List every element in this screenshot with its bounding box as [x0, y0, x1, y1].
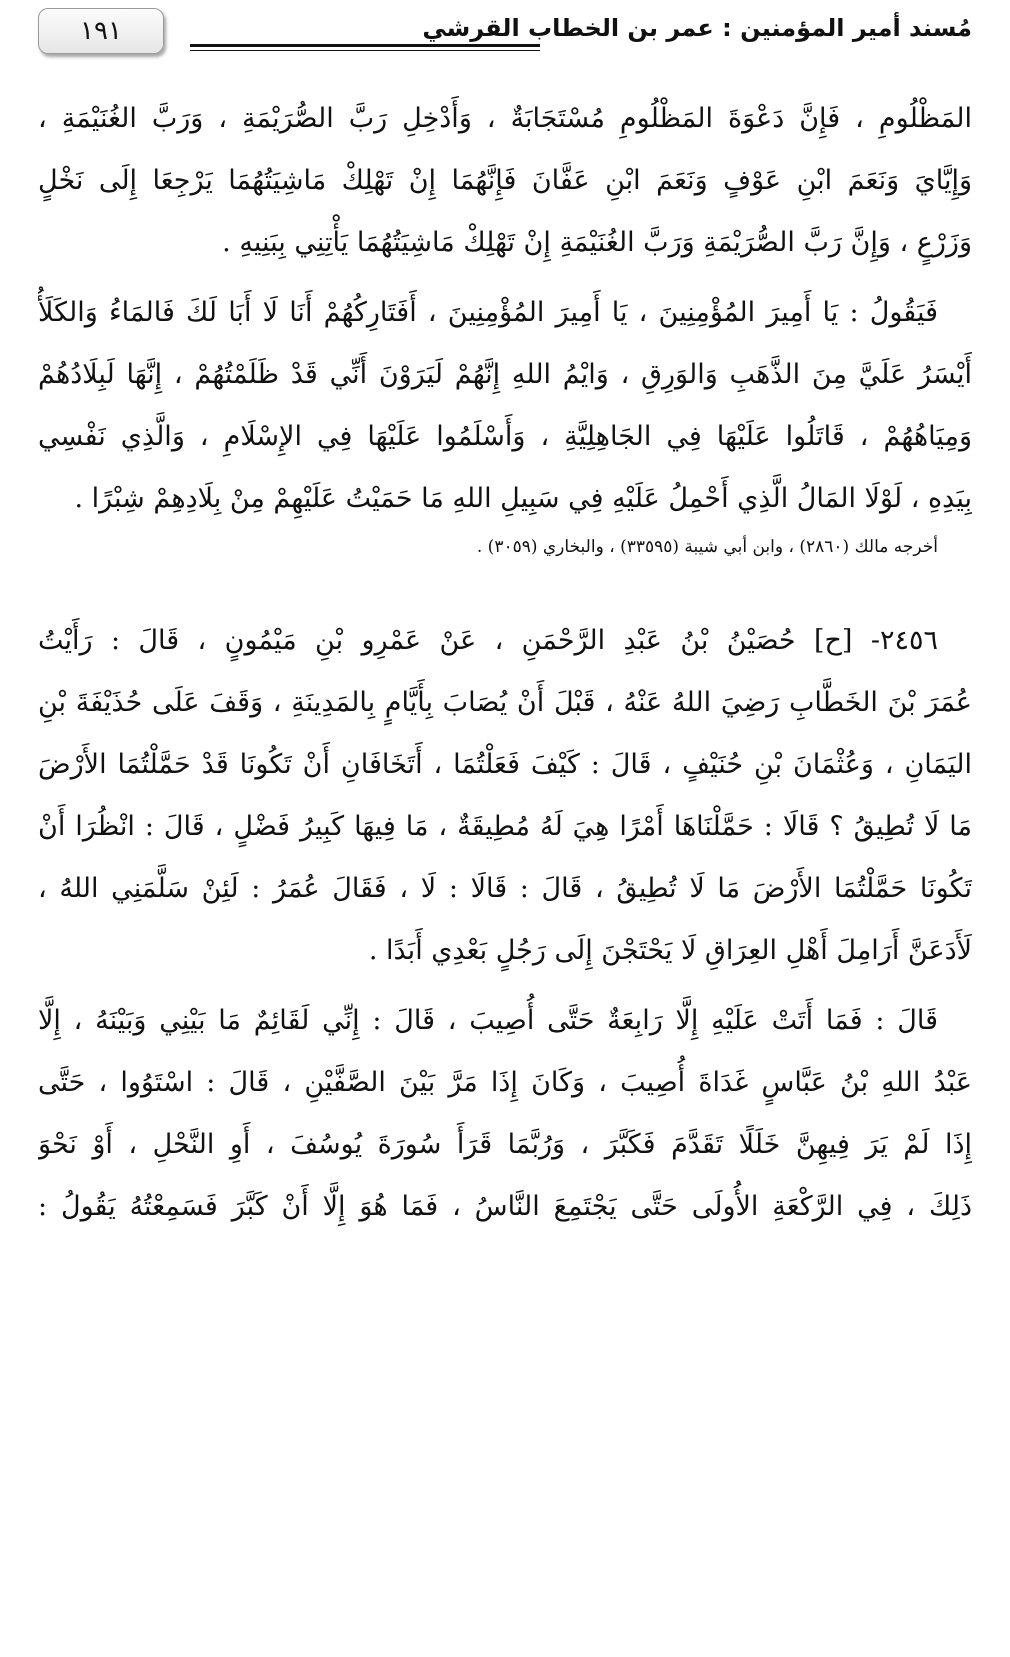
text-line: ٢٤٥٦- [ح] حُصَيْنُ بْنُ عَبْدِ الرَّحْمَنِ ، عَنْ عَمْرِو بْنِ مَيْمُونٍ ، قَالَ : رَأَيْتُ	[38, 625, 938, 656]
text-line: فَيَقُولُ : يَا أَمِيرَ المُؤْمِنِينَ ، يَا أَمِيرَ المُؤْمِنِينَ ، أَفَتَارِكُهُمْ أَنَا لَا أَبَا لَكَ فَالمَاءُ وَالكَلَأُ	[38, 297, 938, 328]
text-line: وَإِيَّايَ وَنَعَمَ ابْنِ عَوْفٍ وَنَعَمَ ابْنِ عَفَّانَ فَإِنَّهُمَا إِنْ تَهْلِكْ مَاشِيَتُهُمَا يَرْجِعَا إِلَى نَخْلٍ	[38, 165, 972, 196]
text-line: قَالَ : فَمَا أَتَتْ عَلَيْهِ إِلَّا رَابِعَةٌ حَتَّى أُصِيبَ ، قَالَ : إِنِّي لَقَائِمٌ مَا بَيْنِي وَبَيْنَهُ ، إِلَّا	[38, 1005, 938, 1036]
text-line: وَزَرْعٍ ، وَإِنَّ رَبَّ الصُّرَيْمَةِ وَرَبَّ الغُنَيْمَةِ إِنْ تَهْلِكْ مَاشِيَتُهُمَا يَأْتِنِي بِبَنِيهِ .	[222, 227, 972, 258]
text-line: تَكُونَا حَمَّلْتُمَا الأَرْضَ مَا لَا تُطِيقُ ، قَالَ : قَالَا : لَا ، فَقَالَ عُمَرُ : لَئِنْ سَلَّمَنِي اللهُ ،	[38, 873, 972, 904]
text-line: اليَمَانِ ، وَعُثْمَانَ بْنِ حُنَيْفٍ ، قَالَ : كَيْفَ فَعَلْتُمَا ، أَتَخَافَانِ أَنْ تَكُونَا قَدْ حَمَّلْتُمَا الأَرْضَ	[38, 749, 972, 780]
paragraph-1	[38, 88, 972, 274]
hadith-2456	[38, 610, 972, 982]
text-line: بِيَدِهِ ، لَوْلَا المَالُ الَّذِي أَحْمِلُ عَلَيْهِ فِي سَبِيلِ اللهِ مَا حَمَيْتُ عَلَيْهِمْ مِنْ بِلَادِهِمْ شِبْرًا .	[74, 483, 972, 514]
page-body	[38, 88, 972, 1238]
page-number: ١٩١	[38, 8, 164, 54]
text-line: عُمَرَ بْنَ الخَطَّابِ رَضِيَ اللهُ عَنْهُ ، قَبْلَ أَنْ يُصَابَ بِأَيَّامٍ بِالمَدِينَةِ ، وَقَفَ عَلَى حُذَيْفَةَ بْنِ	[38, 687, 972, 718]
text-line: عَبْدُ اللهِ بْنُ عَبَّاسٍ غَدَاةَ أُصِيبَ ، وَكَانَ إِذَا مَرَّ بَيْنَ الصَّفَّيْنِ ، قَالَ : اسْتَوُوا ، حَتَّى	[38, 1067, 972, 1098]
header-rule	[190, 44, 540, 47]
text-line: ذَلِكَ ، فِي الرَّكْعَةِ الأُولَى حَتَّى يَجْتَمِعَ النَّاسُ ، فَمَا هُوَ إِلَّا أَنْ كَبَّرَ فَسَمِعْتُهُ يَقُولُ :	[38, 1191, 972, 1222]
citation-note: أخرجه مالك (٢٨٦٠) ، وابن أبي شيبة (٣٣٥٩٥) ، والبخاري (٣٠٥٩) .	[476, 537, 938, 557]
paragraph-2	[38, 282, 972, 530]
text-line: أَيْسَرُ عَلَيَّ مِنَ الذَّهَبِ وَالوَرِقِ ، وَايْمُ اللهِ إِنَّهُمْ لَيَرَوْنَ أَنِّي قَدْ ظَلَمْتُهُمْ ، إِنَّهَا لَبِلَادُهُمْ	[38, 359, 972, 390]
text-line: مَا لَا تُطِيقُ ؟ قَالَا : حَمَّلْنَاهَا أَمْرًا هِيَ لَهُ مُطِيقَةٌ ، مَا فِيهَا كَبِيرُ فَضْلٍ ، قَالَ : انْظُرَا أَنْ	[38, 811, 972, 842]
page-header	[38, 8, 972, 58]
header-rule-thin	[190, 50, 540, 51]
text-line: المَظْلُومِ ، فَإِنَّ دَعْوَةَ المَظْلُومِ مُسْتَجَابَةٌ ، وَأَدْخِلِ رَبَّ الصُّرَيْمَةِ ، وَرَبَّ الغُنَيْمَةِ ،	[38, 103, 972, 134]
running-title: مُسند أمير المؤمنين : عمر بن الخطاب القرشي	[422, 14, 972, 42]
text-line: لَأَدَعَنَّ أَرَامِلَ أَهْلِ العِرَاقِ لَا يَحْتَجْنَ إِلَى رَجُلٍ بَعْدِي أَبَدًا .	[368, 935, 972, 966]
paragraph-4	[38, 990, 972, 1238]
text-line: إِذَا لَمْ يَرَ فِيهِنَّ خَلَلًا تَقَدَّمَ فَكَبَّرَ ، وَرُبَّمَا قَرَأَ سُورَةَ يُوسُفَ ، أَوِ النَّحْلِ ، أَوْ نَحْوَ	[38, 1129, 972, 1160]
text-line: وَمِيَاهُهُمْ ، قَاتَلُوا عَلَيْهَا فِي الجَاهِلِيَّةِ ، وَأَسْلَمُوا عَلَيْهَا فِي الإِسْلَامِ ، وَالَّذِي نَفْسِي	[38, 421, 972, 452]
